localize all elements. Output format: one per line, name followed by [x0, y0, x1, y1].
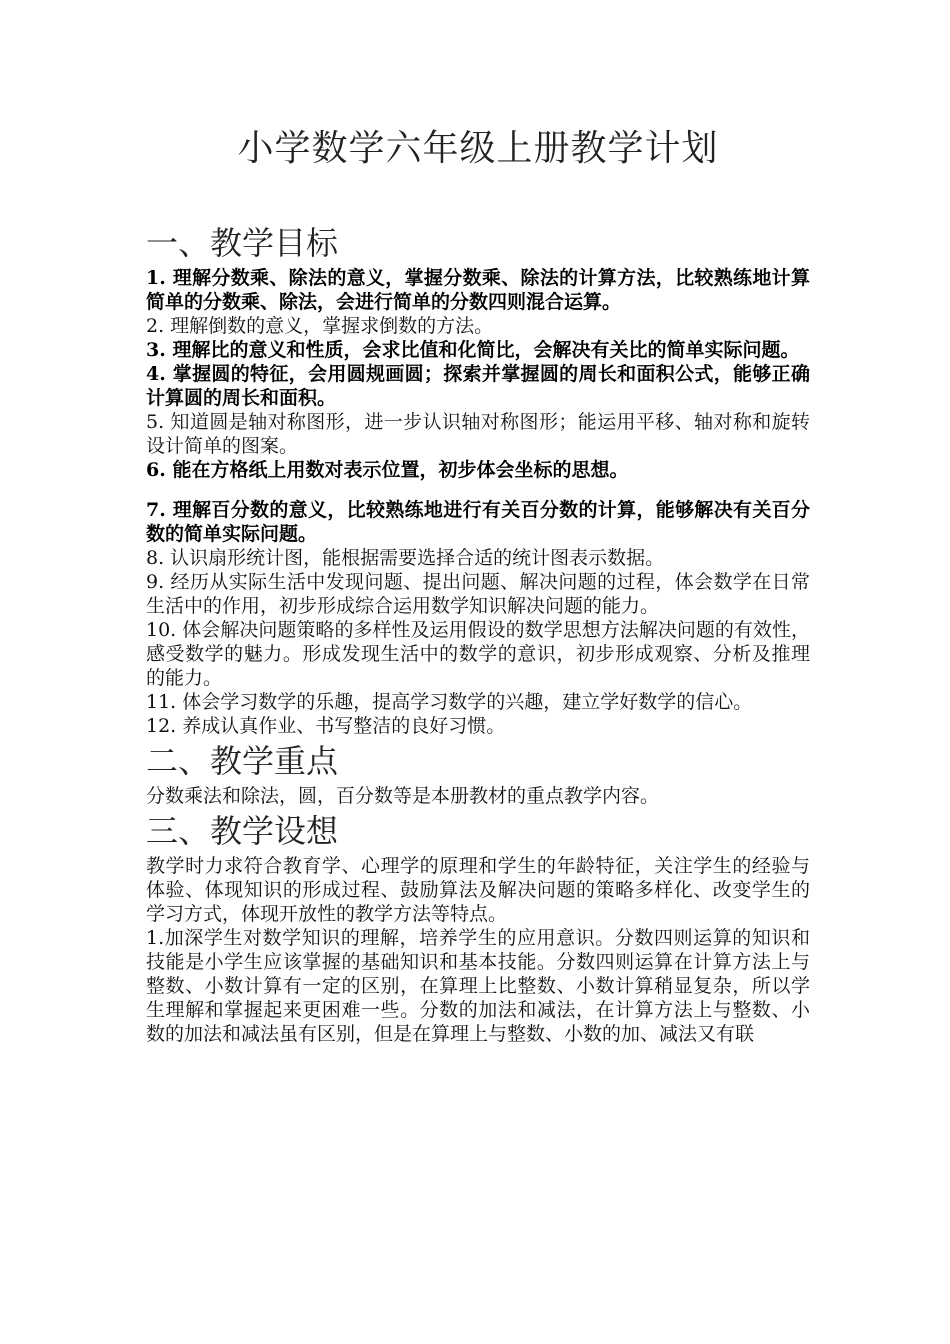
goal-item-4: 4. 掌握圆的特征，会用圆规画圆；探索并掌握圆的周长和面积公式，能够正确计算圆的周长和面积。	[146, 363, 810, 409]
goal-item-1: 1. 理解分数乘、除法的意义，掌握分数乘、除法的计算方法，比较熟练地计算简单的分数乘、除法，会进行简单的分数四则混合运算。	[146, 267, 810, 313]
document-title: 小学数学六年级上册教学计划	[237, 128, 719, 169]
goal-item-5: 5. 知道圆是轴对称图形，进一步认识轴对称图形；能运用平移、轴对称和旋转设计简单的图案。	[146, 411, 810, 457]
section-teaching-ideas	[146, 808, 810, 1046]
goal-item-8: 8. 认识扇形统计图，能根据需要选择合适的统计图表示数据。	[146, 547, 665, 569]
goal-item-3: 3. 理解比的意义和性质，会求比值和化简比，会解决有关比的简单实际问题。	[146, 339, 800, 361]
goal-item-6: 6. 能在方格纸上用数对表示位置，初步体会坐标的思想。	[146, 459, 629, 481]
goal-item-9: 9. 经历从实际生活中发现问题、提出问题、解决问题的过程，体会数学在日常生活中的作用，初步形成综合运用数学知识解决问题的能力。	[146, 571, 810, 617]
goal-item-2: 2. 理解倒数的意义，掌握求倒数的方法。	[146, 315, 494, 337]
goal-item-7: 7. 理解百分数的意义，比较熟练地进行有关百分数的计算，能够解决有关百分数的简单实际问题。	[146, 499, 810, 545]
goal-item-12: 12. 养成认真作业、书写整洁的良好习惯。	[146, 715, 506, 737]
focus-paragraph: 分数乘法和除法，圆，百分数等是本册教材的重点教学内容。	[146, 785, 660, 807]
goal-item-10: 10. 体会解决问题策略的多样性及运用假设的数学思想方法解决问题的有效性，感受数学的魅力。形成发现生活中的数学的意识，初步形成观察、分析及推理的能力。	[146, 619, 810, 689]
document-page	[146, 118, 810, 1046]
section-heading: 一、教学目标	[146, 224, 339, 262]
ideas-intro-paragraph: 教学时力求符合教育学、心理学的原理和学生的年龄特征，关注学生的经验与体验、体现知识的形成过程、鼓励算法及解决问题的策略多样化、改变学生的学习方式，体现开放性的教学方法等特点。	[146, 855, 810, 925]
section-teaching-focus	[146, 738, 810, 808]
section-heading: 三、教学设想	[146, 812, 339, 850]
ideas-paragraph-1: 1.加深学生对数学知识的理解，培养学生的应用意识。分数四则运算的知识和技能是小学生应该掌握的基础知识和基本技能。分数四则运算在计算方法上与整数、小数计算有一定的区别，在算理上比整数、小数计算稍显复杂，所以学生理解和掌握起来更困难一些。分数的加法和减法，在计算方法上与整数、小数的加法和减法虽有区别，但是在算理上与整数、小数的加、减法又有联	[146, 927, 810, 1045]
goal-item-11: 11. 体会学习数学的乐趣，提高学习数学的兴趣，建立学好数学的信心。	[146, 691, 753, 713]
section-heading: 二、教学重点	[146, 742, 339, 780]
section-teaching-goals	[146, 220, 810, 738]
